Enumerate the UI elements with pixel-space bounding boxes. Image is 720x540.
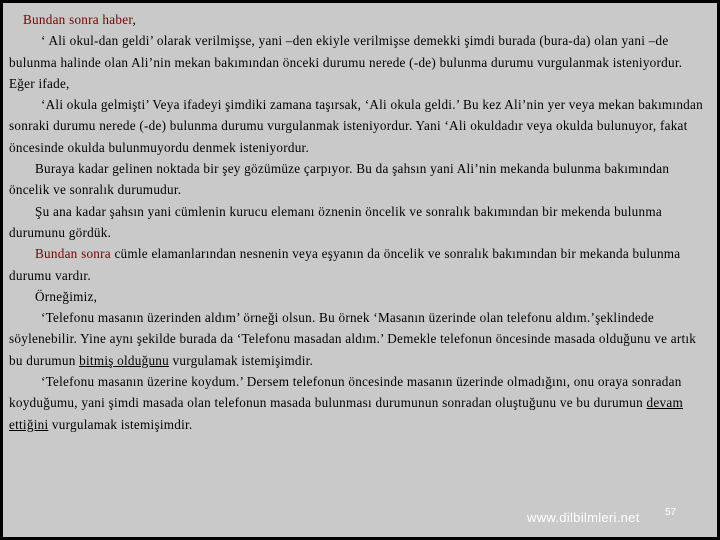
paragraph-8-b: vurgulamak istemişimdir. (169, 352, 314, 368)
paragraph-5: Şu ana kadar şahsın yani cümlenin kurucu elemanı öznenin öncelik ve sonralık bakımından bir mekenda bulunma durumunu gördük. (9, 203, 662, 240)
paragraph-heading (9, 9, 709, 30)
paragraph-6 (9, 243, 709, 286)
paragraph-8 (9, 307, 709, 371)
heading-accent: Bundan sonra haber (23, 12, 133, 27)
page-number: 57 (665, 507, 677, 518)
paragraph-6-rest: cümle elamanlarından nesnenin veya eşyanın da öncelik ve sonralık bakımından bir mekanda bulunma durumu vardır. (9, 246, 681, 283)
paragraph-9-underline: devam ettiğini (9, 395, 683, 432)
content-panel (3, 3, 717, 537)
heading-comma: , (132, 12, 136, 27)
paragraph-8-underline: bitmiş olduğunu (79, 352, 169, 368)
paragraph-9 (9, 371, 709, 435)
footer-site-url: www.dilbilmleri.net (527, 510, 640, 525)
paragraph-9-b: vurgulamak istemişimdir. (48, 416, 193, 432)
paragraph-2: ‘ Ali okul-dan geldi’ olarak verilmişse, yani –den ekiyle verilmişse demekki şimdi burada (bura-da) olan yani –de bulunma halinde olan Ali’nin mekan bakımından önceki durumu nerede (-de) bulunma durumu vurgulanmak isteniyordur. Eğer ifade, (9, 33, 683, 91)
paragraph-4: Buraya kadar gelinen noktada bir şey gözümüze çarpıyor. Bu da şahsın yani Ali’nin mekanda bulunma bakımından öncelik ve sonralık durumudur. (9, 161, 670, 198)
paragraph-3: ‘Ali okula gelmişti’ Veya ifadeyi şimdiki zamana taşırsak, ‘Ali okula geldi.’ Bu kez Ali’nin yer veya mekan bakımından sonraki durumu nerede (-de) bulunma durumu vurgulanmak isteniyordur. Yani ‘Ali okuldadır veya okulda bulunuyor, fakat öncesinde okulda bulunmuyordu denmek isteniyordur. (9, 97, 703, 155)
paragraph-6-accent: Bundan sonra (35, 246, 111, 262)
paragraph-8-a: ‘Telefonu masanın üzerinden aldım’ örneği olsun. Bu örnek ‘Masanın üzerinde olan telefonu aldım.’şeklindede söylenebilir. Yine aynı şekilde burada da ‘Telefonu masadan aldım.’ Demekle telefonun öncesinde masada olduğunu ve artık bu durumun (9, 310, 697, 368)
body-text (9, 9, 709, 435)
paragraph-9-a: ‘Telefonu masanın üzerine koydum.’ Dersem telefonun öncesinde masanın üzerinde olmadığını, onu oraya sonradan koyduğumu, yani şimdi masada olan telefonun masada bulunması durumunun sonradan oluştuğunu ve bu durumun (9, 374, 682, 411)
paragraph-7: Örneğimiz, (35, 288, 98, 304)
